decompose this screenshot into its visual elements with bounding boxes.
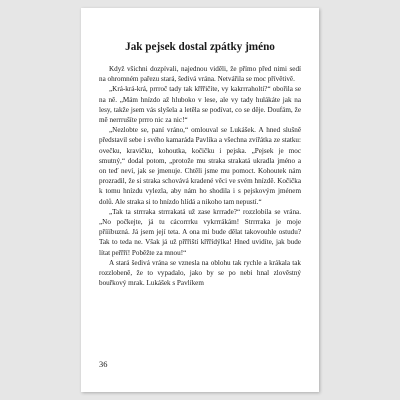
page-number: 36 — [99, 360, 108, 369]
chapter-title: Jak pejsek dostal zpátky jméno — [125, 41, 275, 53]
book-page — [81, 8, 319, 392]
paragraph: A stará šedivá vrána se vznesla na oblohu tak rychle a krákala tak rozzlobeně, že to vypadalo, jako by se po nebi hnal zlověstný bouřkový mrak. Lukášek s Pavlíkem — [99, 258, 301, 288]
chapter-body — [99, 64, 301, 288]
paragraph: „Krá-krá-krá, prrroč tady tak křřřičíte, vy kakrrraholti?“ obořila se na ně. „Mám hnízdo až hluboko v lese, ale vy tady hulákáte jak na lesy, takže jsem vás slyšela a letěla se podívat, co se děje. Doufám, že mě nerrrušíte prrro nic za nic!“ — [99, 85, 301, 125]
paragraph: „Tak ta strrraka strrrakatá už zase krrrade?“ rozzlobila se vrána. „No počkejte, já tu cácorrrku vykrrrákám! Strrrraka je moje příííbuzná. Já jsem její teta. A ona mi bude dělat takovouhle ostudu? Tak to teda ne. Však já už přřřiští křřřídýlka! Hned uvidíte, jak bude lítat peřřří! Poběžte za mnou!“ — [99, 207, 301, 257]
paragraph: Když všichni dozpívali, najednou viděli, že přímo před nimi sedí na ohromném pařezu stará, šedivá vrána. Netvářila se moc přívětivě. — [99, 65, 301, 84]
paragraph: „Nezlobte se, paní vráno,“ omlouval se Lukášek. A hned slušně představil sebe i svého kamaráda Pavlíka a všechna zvířátka ze statku: ovečku, kravičku, kohoutka, kočičku i pejska. „Pejsek je moc smutný,“ dodal potom, „protože mu straka strakatá ukradla jméno a on teď neví, jak se jmenuje. Chtěli jsme mu pomoct. Kohoutek nám prozradil, že si straka schovává kradené věci ve svém hnízdě. Kočička k tomu hnízdu vylezla, aby nám ho shodila i s pejskovým jménem dolů. Ale straka si to hnízdo hlídá a nikoho tam nepustí.“ — [99, 126, 301, 206]
